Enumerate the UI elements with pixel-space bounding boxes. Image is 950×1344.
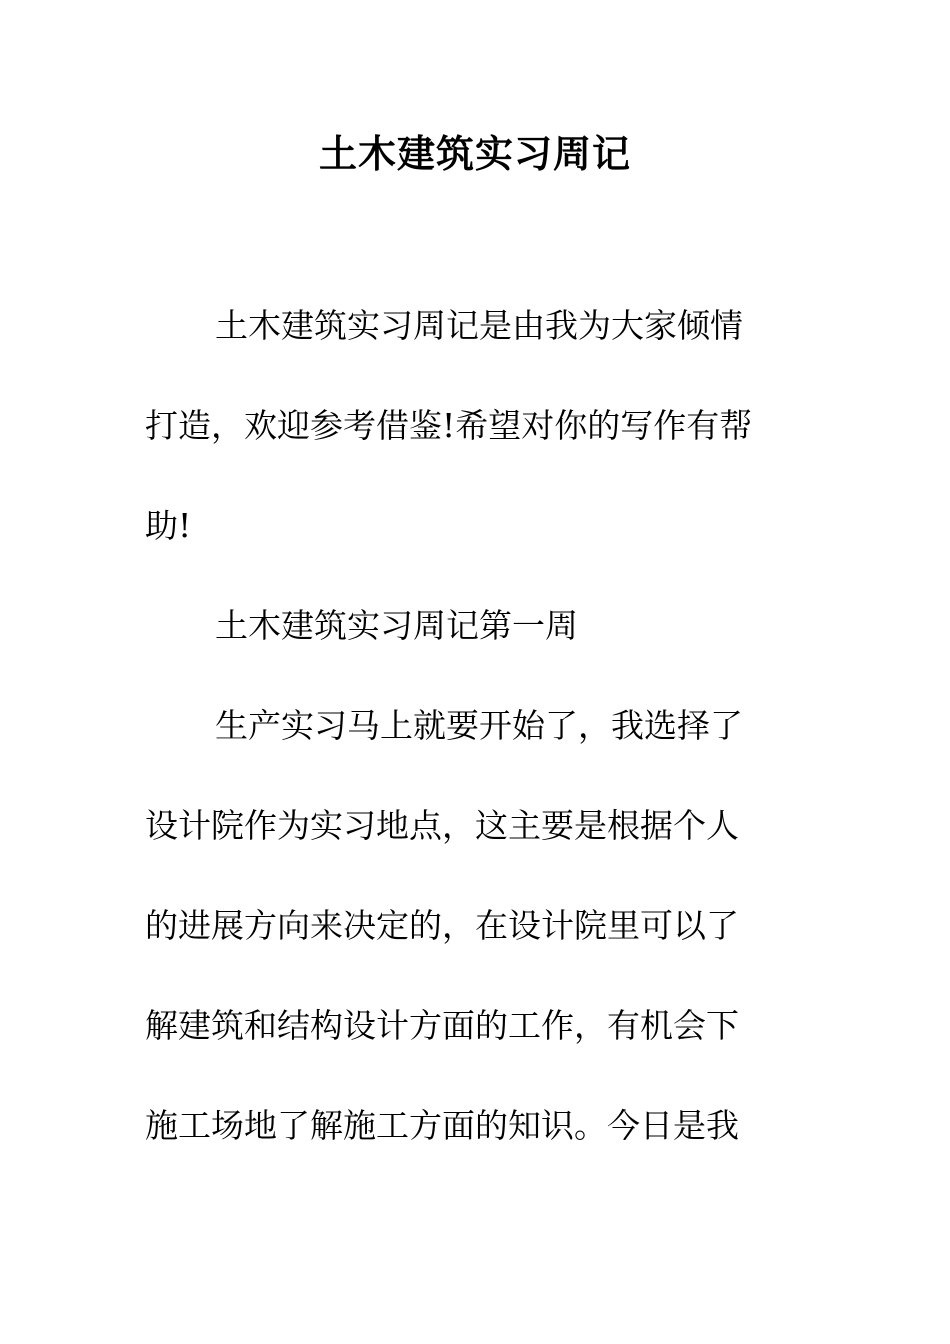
paragraph-line: 助! [145,506,192,545]
paragraph-line: 土木建筑实习周记是由我为大家倾情 [215,306,743,345]
paragraph-line: 解建筑和结构设计方面的工作，有机会下 [145,1006,739,1045]
paragraph-line: 施工场地了解施工方面的知识。今日是我 [145,1106,739,1145]
document-title: 土木建筑实习周记 [318,131,631,176]
paragraph-line: 的进展方向来决定的，在设计院里可以了 [145,906,739,945]
paragraph-line: 生产实习马上就要开始了，我选择了 [215,706,743,745]
paragraph-line: 设计院作为实习地点，这主要是根据个人 [145,806,739,845]
section-heading: 土木建筑实习周记第一周 [215,606,578,645]
paragraph-line: 打造，欢迎参考借鉴!希望对你的写作有帮 [145,406,753,445]
